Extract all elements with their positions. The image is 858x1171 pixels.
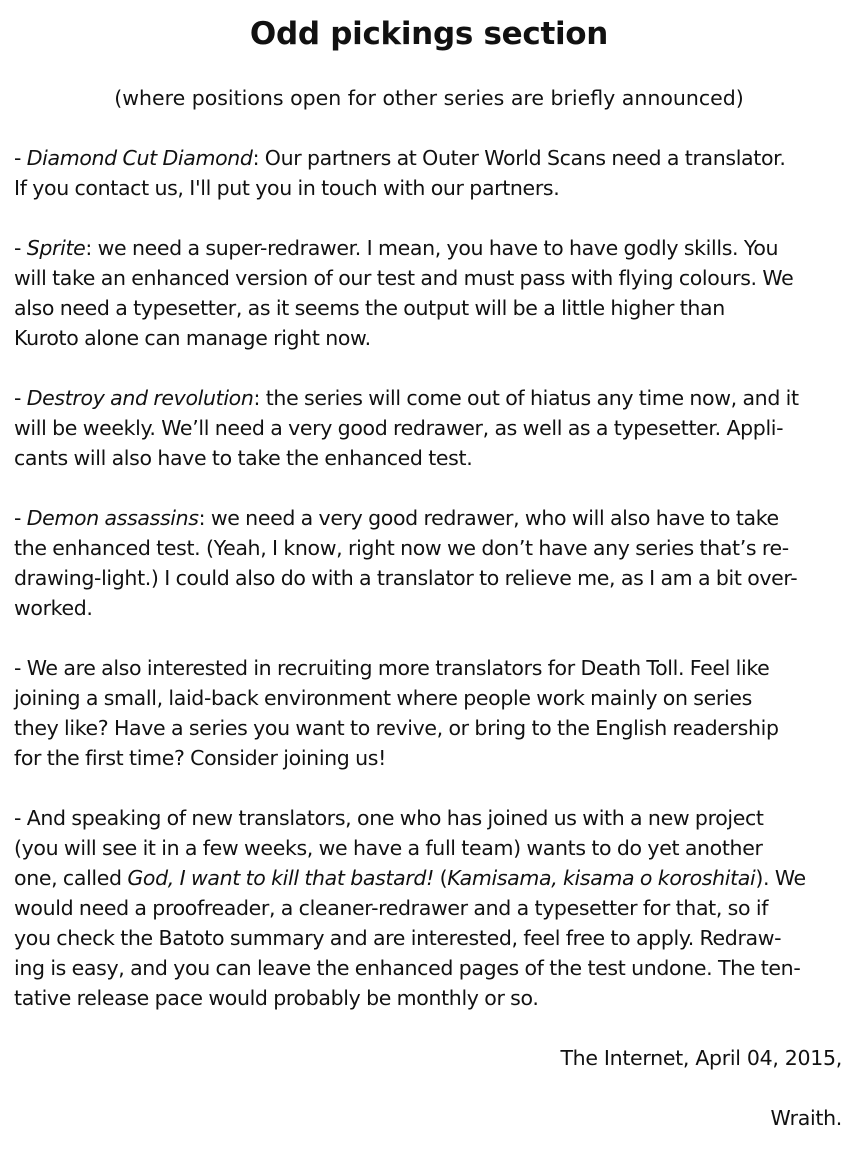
text-line: will take an enhanced version of our test and must pass with flying colours. We [14, 266, 794, 290]
text-segment: ). We [755, 866, 806, 890]
text-line [14, 233, 844, 263]
text-segment: : the series will come out of hiatus any time now, and it [253, 386, 799, 410]
paragraph-new-project [14, 803, 844, 1013]
text-line: drawing-light.) I could also do with a translator to relieve me, as I am a bit over- [14, 566, 798, 590]
text-line [14, 503, 844, 533]
text-line: they like? Have a series you want to revive, or bring to the English readership [14, 716, 779, 740]
paragraph-demon-assassins [14, 503, 844, 623]
text-segment: one, called [14, 866, 128, 890]
text-segment: : we need a very good redrawer, who will also have to take [198, 506, 779, 530]
italic-title: Sprite [26, 236, 86, 260]
text-line: - We are also interested in recruiting more translators for Death Toll. Feel like [14, 656, 770, 680]
text-line: Kuroto alone can manage right now. [14, 326, 371, 350]
text-line: also need a typesetter, as it seems the output will be a little higher than [14, 296, 725, 320]
signoff-place-date: The Internet, April 04, 2015, [560, 1046, 842, 1070]
text-line: tative release pace would probably be monthly or so. [14, 986, 539, 1010]
text-line: you check the Batoto summary and are interested, feel free to apply. Redraw- [14, 926, 782, 950]
paragraph-diamond-cut-diamond [14, 143, 844, 203]
text-line [14, 863, 844, 893]
italic-title: Diamond Cut Diamond [26, 146, 253, 170]
text-line: (you will see it in a few weeks, we have a full team) wants to do yet another [14, 836, 763, 860]
text-segment: : we need a super-redrawer. I mean, you have to have godly skills. You [85, 236, 779, 260]
signoff-author: Wraith. [770, 1106, 842, 1130]
text-line: joining a small, laid-back environment where people work mainly on series [14, 686, 752, 710]
paragraph-sprite [14, 233, 844, 353]
text-line: cants will also have to take the enhanced test. [14, 446, 473, 470]
text-line [14, 143, 844, 173]
text-segment: - [14, 386, 27, 410]
italic-title: Kamisama, kisama o koroshitai [447, 866, 756, 890]
text-line: ing is easy, and you can leave the enhanced pages of the test undone. The ten- [14, 956, 801, 980]
text-segment: - [14, 146, 27, 170]
text-line: will be weekly. We’ll need a very good redrawer, as well as a typesetter. Appli- [14, 416, 784, 440]
text-line: worked. [14, 596, 93, 620]
text-line: - And speaking of new translators, one who has joined us with a new project [14, 806, 764, 830]
text-line [14, 383, 844, 413]
text-segment: ( [433, 866, 448, 890]
italic-title: Destroy and revolution [26, 386, 254, 410]
page-title: Odd pickings section [249, 16, 609, 52]
italic-title: Demon assassins [26, 506, 199, 530]
paragraph-death-toll-recruiting [14, 653, 844, 773]
text-segment: - [14, 506, 27, 530]
italic-title: God, I want to kill that bastard! [127, 866, 434, 890]
paragraph-destroy-and-revolution [14, 383, 844, 473]
page-subtitle: (where positions open for other series are briefly announced) [114, 86, 744, 110]
text-segment: : Our partners at Outer World Scans need a translator. [252, 146, 786, 170]
text-line: for the first time? Consider joining us! [14, 746, 386, 770]
text-line: would need a proofreader, a cleaner-redrawer and a typesetter for that, so if [14, 896, 769, 920]
text-line: the enhanced test. (Yeah, I know, right now we don’t have any series that’s re- [14, 536, 789, 560]
text-segment: - [14, 236, 27, 260]
text-line: If you contact us, I'll put you in touch with our partners. [14, 176, 560, 200]
